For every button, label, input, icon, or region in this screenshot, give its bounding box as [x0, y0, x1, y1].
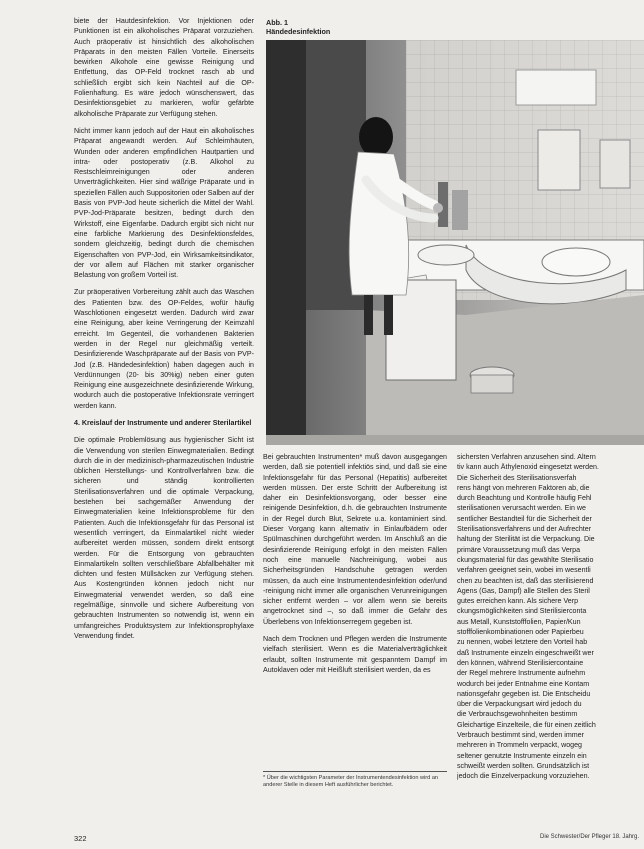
right-line: tiv kann auch Äthylenoxid eingesetzt werden.: [457, 463, 599, 472]
right-line: haltung der Sterilität ist die Verpackung. Die: [457, 535, 595, 544]
middle-paragraph-1: Bei gebrauchten Instrumenten* muß davon ausgegangen werden, daß sie potentiell infektiös sind, und daß sie eine Infektionsgefahr für das Personal (Hepatitis) aufbereitet werden müssen. Der erste Schritt der Aufbereitung ist daher ein Desinfektionsvorgang, oder besser eine reinigende Desinfektion, d.h. die gebrauchten Instrumente in der Regel durch Blut, Sekrete u.a. kontaminiert sind. Dieser Vorgang kann alternativ in Einlaufbädern oder Spülmaschinen durchgeführt werden. Im Anschluß an die desinfizierende Reinigung erfolgt in den meisten Fällen noch eine manuelle Nachreinigung, wobei aus Sicherheitsgründen Handschuhe getragen werden müssen, da auch eine Instrumentendesinfektion oder/und -reinigung nicht immer alle organischen Verunreinigungen sicher entfernt werden – vor allem wenn sie bereits angetrocknet sind –, so daß immer die Gefahr des Überlebens von Infektionserregern gegeben ist.: [263, 453, 447, 626]
hand-disinfection-photo: [266, 40, 644, 445]
figure-number: Abb. 1: [266, 18, 288, 27]
right-line: über die Verpackungsart wird jedoch du: [457, 700, 582, 709]
right-line: sentlicher Bestandteil für die Sicherheit der: [457, 514, 592, 523]
middle-paragraph-2: Nach dem Trocknen und Pflegen werden die Instrumente vielfach sterilisiert. Wenn es die Materialverträglichkeit erlaubt, sollten Instrumente mit gespanntem Dampf im Autoklaven oder mit Heißluft sterilisiert werden, da es: [263, 635, 447, 674]
running-title: Die Schwester/Der Pfleger 18. Jahrg.: [540, 834, 640, 840]
right-line: sterilisationen verursacht werden. Ein we: [457, 504, 586, 513]
right-line: nationsgefahr gegeben ist. Die Entscheidu: [457, 689, 591, 698]
right-line: die Verbrauchsgewohnheiten bestimm: [457, 710, 578, 719]
right-line: verfahren geeignet sein, wobei im wesentli: [457, 566, 591, 575]
right-line: wodurch bei jeder Entnahme eine Kontam: [457, 679, 590, 688]
right-line: Gleichartige Einzelteile, die für einen zeitlich: [457, 720, 596, 729]
right-line: ckungsmöglichkeiten sind Sterilisierconta: [457, 607, 587, 616]
right-line: aus Metall, Kunststofffolien, Papier/Kun: [457, 617, 581, 626]
right-text-column: [457, 452, 644, 782]
right-line: chen zu beachten ist, daß das sterilisierend: [457, 576, 594, 585]
right-line: Die Sicherheit des Sterilisationsverfah: [457, 473, 577, 482]
left-paragraph-4: Die optimale Problemlösung aus hygienischer Sicht ist die Verwendung von sterilen Einwegmaterialien. Bedingt durch die in der medizinisch-pharmazeutischen Industrie üblichen Herstellungs- und Kontrollverfahren bzw. die sicheren und ständig kontrollierten Sterilisationsverfahren und die optimale Verpackung, bestehen bei sachgemäßer Anwendung der Einwegmaterialien keine Infektionsprobleme für den Patienten. Auch die Infektionsgefahr für das Personal ist wesentlich verringert, da Einmalartikel nicht wieder aufbereitet werden müssen, sondern direkt entsorgt werden. Für die Entsorgung von gebrauchten Einmalartikeln sollten verschließbare Abfallbehälter mit dichten und festen Müllsäcken zur Verfügung stehen. Aus Kostengründen können jedoch nicht nur Einwegmaterial verwendet werden, so daß eine regelmäßige, sinnvolle und sichere Aufbereitung von gebrauchten Instrumenten so notwendig ist, wenn ein umfangreiches Produktsystem zur Infektionsprophylaxe Verwendung findet.: [74, 436, 254, 640]
middle-text-column: [263, 452, 447, 682]
left-text-column: [74, 16, 254, 648]
left-paragraph-1: biete der Hautdesinfektion. Vor Injektionen oder Punktionen ist ein alkoholisches Präparat vorzuziehen. Auch präoperativ ist hinsichtlich des alkoholischen Präparats in den meisten Fällen Vorteile. Einerseits bewirken Alkohole eine gewisse Reinigung und Entfettung, das OP-Feld trocknet rasch ab und schließlich ergibt sich kein Nachteil auf die OP-Folienhaftung. Es wäre jedoch wünschenswert, das Desinfektionsgebiet zu markieren, wofür gefärbte alkoholische Präparate zur Verfügung stehen.: [74, 17, 254, 118]
section-heading: 4. Kreislauf der Instrumente und anderer Sterilartikel: [74, 418, 252, 427]
right-line: zu nennen, wobei letztere den Vorteil hab: [457, 638, 588, 647]
right-line: den können, während Sterilisiercontaine: [457, 658, 584, 667]
right-line: stofffolienkombinationen oder Papierbeu: [457, 628, 584, 637]
figure-caption: [266, 18, 330, 36]
right-line: schweißt werden sollten. Grundsätzlich ist: [457, 761, 590, 770]
right-line: gutes erreichen kann. Als sichere Verp: [457, 597, 579, 606]
right-line: ckungsmaterial für das gewählte Sterilisatio: [457, 555, 594, 564]
left-paragraph-2: Nicht immer kann jedoch auf der Haut ein alkoholisches Präparat angewandt werden. Auf Schleimhäuten, Wunden oder anderen empfindlichen Hautpartien und intra- oder postoperativ (z.B. Alkohol zu Restschleimreinigungen oder anderen Unverträglichkeiten. Hier sind wäßrige Präparate und in speziellen Fällen auch Suppositorien oder Salben auf der Basis von PVP-Jod heute sicherlich die Mittel der Wahl. PVP-Jod-Präparate besitzen, bedingt durch den Wirkstoff, eine Eigenfarbe. Dadurch ergibt sich nicht nur eine farbliche Markierung des Desinfektionsfeldes, sondern gleichzeitig, bedingt durch die chemischen Eigenschaften von PVP-Jod, ein Wirksamkeitsindikator, der vor allem auf Flächen mit starker organischer Belastung von großem Vorteil ist.: [74, 126, 254, 280]
left-paragraph-3: Zur präoperativen Vorbereitung zählt auch das Waschen des Patienten bzw. des OP-Feldes, wofür häufig Waschlotionen eingesetzt werden. Dadurch wird zwar eine Reinigung, aber keine Verringerung der Keimzahl erreicht. Im Gegenteil, die vorhandenen Bakterien werden in der Regel nur gleichmäßig verteilt. Desinfizierende Waschpräparate auf der Basis von PVP-Jod (z.B. Händedesinfektion) haben dagegen auch in Verdünnungen (20- bis 30%ig) neben einer guten Reinigung eine ausgezeichnete desinfizierende Wirkung, wodurch auch die postoperative Infektionsrate verringert werden kann.: [74, 288, 254, 410]
right-line: mehreren in Trommeln verpackt, wogeg: [457, 741, 582, 750]
right-line: durch Beachtung und Kontrolle häufig Fehl: [457, 494, 592, 503]
right-line: Verbrauch bestimmt sind, werden immer: [457, 731, 584, 740]
right-line: seltener genutzte Instrumente einzeln ein: [457, 751, 587, 760]
right-line: jedoch die Einzelverpackung vorzuziehen.: [457, 772, 590, 781]
right-line: rens hängt von mehreren Faktoren ab, die: [457, 483, 590, 492]
right-line: Sterilisationsverfahrens und der Aufrechter: [457, 525, 592, 534]
page-number: 322: [74, 834, 87, 843]
right-line: Agens (Gas, Dampf) alle Stellen des Steril: [457, 586, 590, 595]
right-line: daß Instrumente einzeln eingeschweißt wer: [457, 648, 594, 657]
figure-title: Händedesinfektion: [266, 27, 331, 36]
right-line: sichersten Verfahren anzusehen sind. Altern: [457, 453, 596, 461]
footnote: * Über die wichtigsten Parameter der Instrumentendesinfektion wird an anderer Stelle in diesem Heft ausführlicher berichtet.: [263, 771, 447, 789]
right-line: der Regel mehrere Instrumente aufnehm: [457, 669, 586, 678]
right-line: primäre Voraussetzung muß das Verpa: [457, 545, 581, 554]
